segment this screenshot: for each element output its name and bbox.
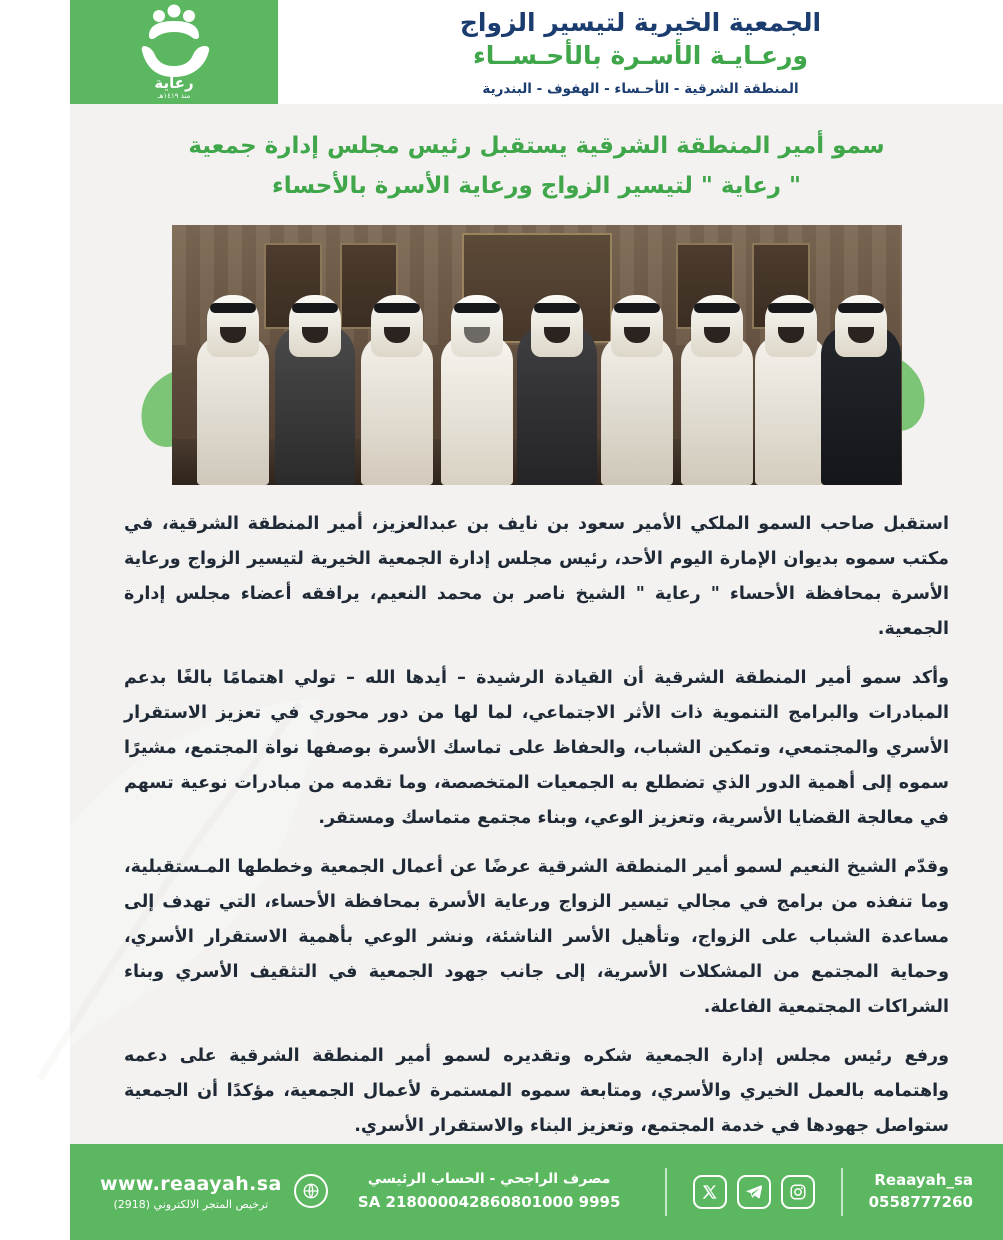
footer-social-block <box>651 1168 973 1216</box>
headline-line-2: " رعاية " لتيسير الزواج ورعاية الأسرة بالأحساء <box>271 173 802 200</box>
x-twitter-icon[interactable] <box>693 1175 727 1209</box>
paragraph-3: وقدّم الشيخ النعيم لسمو أمير المنطقة الشرقية عرضًا عن أعمال الجمعية وخططها المـستقبلية، وما تنفذه من برامج في مجالي تيسير الزواج ورعاية الأسرة بمحافظة الأحساء، التي تهدف إلى مساعدة الشباب على الزواج، وتأهيل الأسر الناشئة، ونشر الوعي بأهمية الاستقرار الأسري، وحماية المجتمع من المشكلات الأسرية، إلى جانب جهود الجمعية في التثقيف الأسري وبناء الشراكات المجتمعية الفاعلة. <box>124 856 949 1017</box>
group-photo <box>172 225 902 485</box>
website-url[interactable]: www.reaayah.sa <box>100 1172 282 1195</box>
page-footer <box>70 1144 1003 1240</box>
content-area <box>70 104 1003 1144</box>
bank-info <box>358 1169 620 1214</box>
svg-text:رعاية: رعاية <box>154 74 194 92</box>
org-title-line1: الجمعية الخيرية لتيسير الزواج <box>459 8 822 38</box>
contact-phone: 0558777260 <box>868 1192 973 1211</box>
article-body <box>124 507 949 1144</box>
org-title-line2: ورعـايـة الأسـرة بالأحـســاء <box>472 41 809 71</box>
logo-container <box>70 0 278 104</box>
org-locations: المنطقة الشرقية - الأحـساء - الهفوف - البندرية <box>482 80 799 97</box>
website-text <box>100 1171 282 1213</box>
telegram-icon[interactable] <box>737 1175 771 1209</box>
website-block[interactable] <box>100 1171 328 1213</box>
instagram-icon[interactable] <box>781 1175 815 1209</box>
paragraph-1: استقبل صاحب السمو الملكي الأمير سعود بن نايف بن عبدالعزيز، أمير المنطقة الشرقية، في مكتب سموه بديوان الإمارة اليوم الأحد، رئيس مجلس إدارة الجمعية الخيرية لتيسير الزواج ورعاية الأسرة بمحافظة الأحساء " رعاية " الشيخ ناصر بن محمد النعيم، يرافقه أعضاء مجلس إدارة الجمعية. <box>124 513 949 639</box>
svg-text:منذ ١٤١٩هـ: منذ ١٤١٩هـ <box>157 92 191 100</box>
reaayah-logo-icon <box>118 0 230 104</box>
bank-label: مصرف الراجحي - الحساب الرئيسي <box>367 1171 611 1188</box>
header-title-block <box>278 0 1003 104</box>
footer-divider-2 <box>665 1168 667 1216</box>
headline <box>110 104 963 213</box>
social-handle-block <box>869 1170 973 1214</box>
photo-wrapper <box>172 225 902 485</box>
bank-iban: SA 218000042860801000 9995 <box>357 1192 621 1211</box>
footer-divider-1 <box>841 1168 843 1216</box>
poster-page <box>70 0 1003 1212</box>
social-icons <box>693 1175 815 1209</box>
social-handle: Reaayah_sa <box>874 1170 973 1189</box>
page-header <box>70 0 1003 104</box>
headline-line-1: سمو أمير المنطقة الشرقية يستقبل رئيس مجلس إدارة جمعية <box>188 133 885 159</box>
paragraph-4: ورفع رئيس مجلس إدارة الجمعية شكره وتقديره لسمو أمير المنطقة الشرقية على دعمه واهتمامه بالعمل الخيري والأسري، ومتابعة سموه المستمرة لأعمال الجمعية، مؤكدًا أن الجمعية ستواصل جهودها في خدمة المجتمع، وتعزيز البناء والاستقرار الأسري. <box>124 1045 949 1136</box>
globe-icon <box>294 1174 328 1208</box>
paragraph-2: وأكد سمو أمير المنطقة الشرقية أن القيادة الرشيدة – أيدها الله – تولي اهتمامًا بالغًا بدعم المبادرات والبرامج التنموية ذات الأثر الاجتماعي، لما لها من دور محوري في تعزيز الاستقرار الأسري والمجتمعي، وتمكين الشباب، والحفاظ على تماسك الأسرة بوصفها نواة المجتمع، مشيرًا سموه إلى أهمية الدور الذي تضطلع به الجمعيات المتخصصة، وما تقدمه من مبادرات نوعية تسهم في معالجة القضايا الأسرية، وتعزيز الوعي، وبناء مجتمع متماسك ومستقر. <box>124 667 949 828</box>
ecommerce-license: ترخيص المتجر الالكتروني (2918) <box>113 1198 269 1212</box>
